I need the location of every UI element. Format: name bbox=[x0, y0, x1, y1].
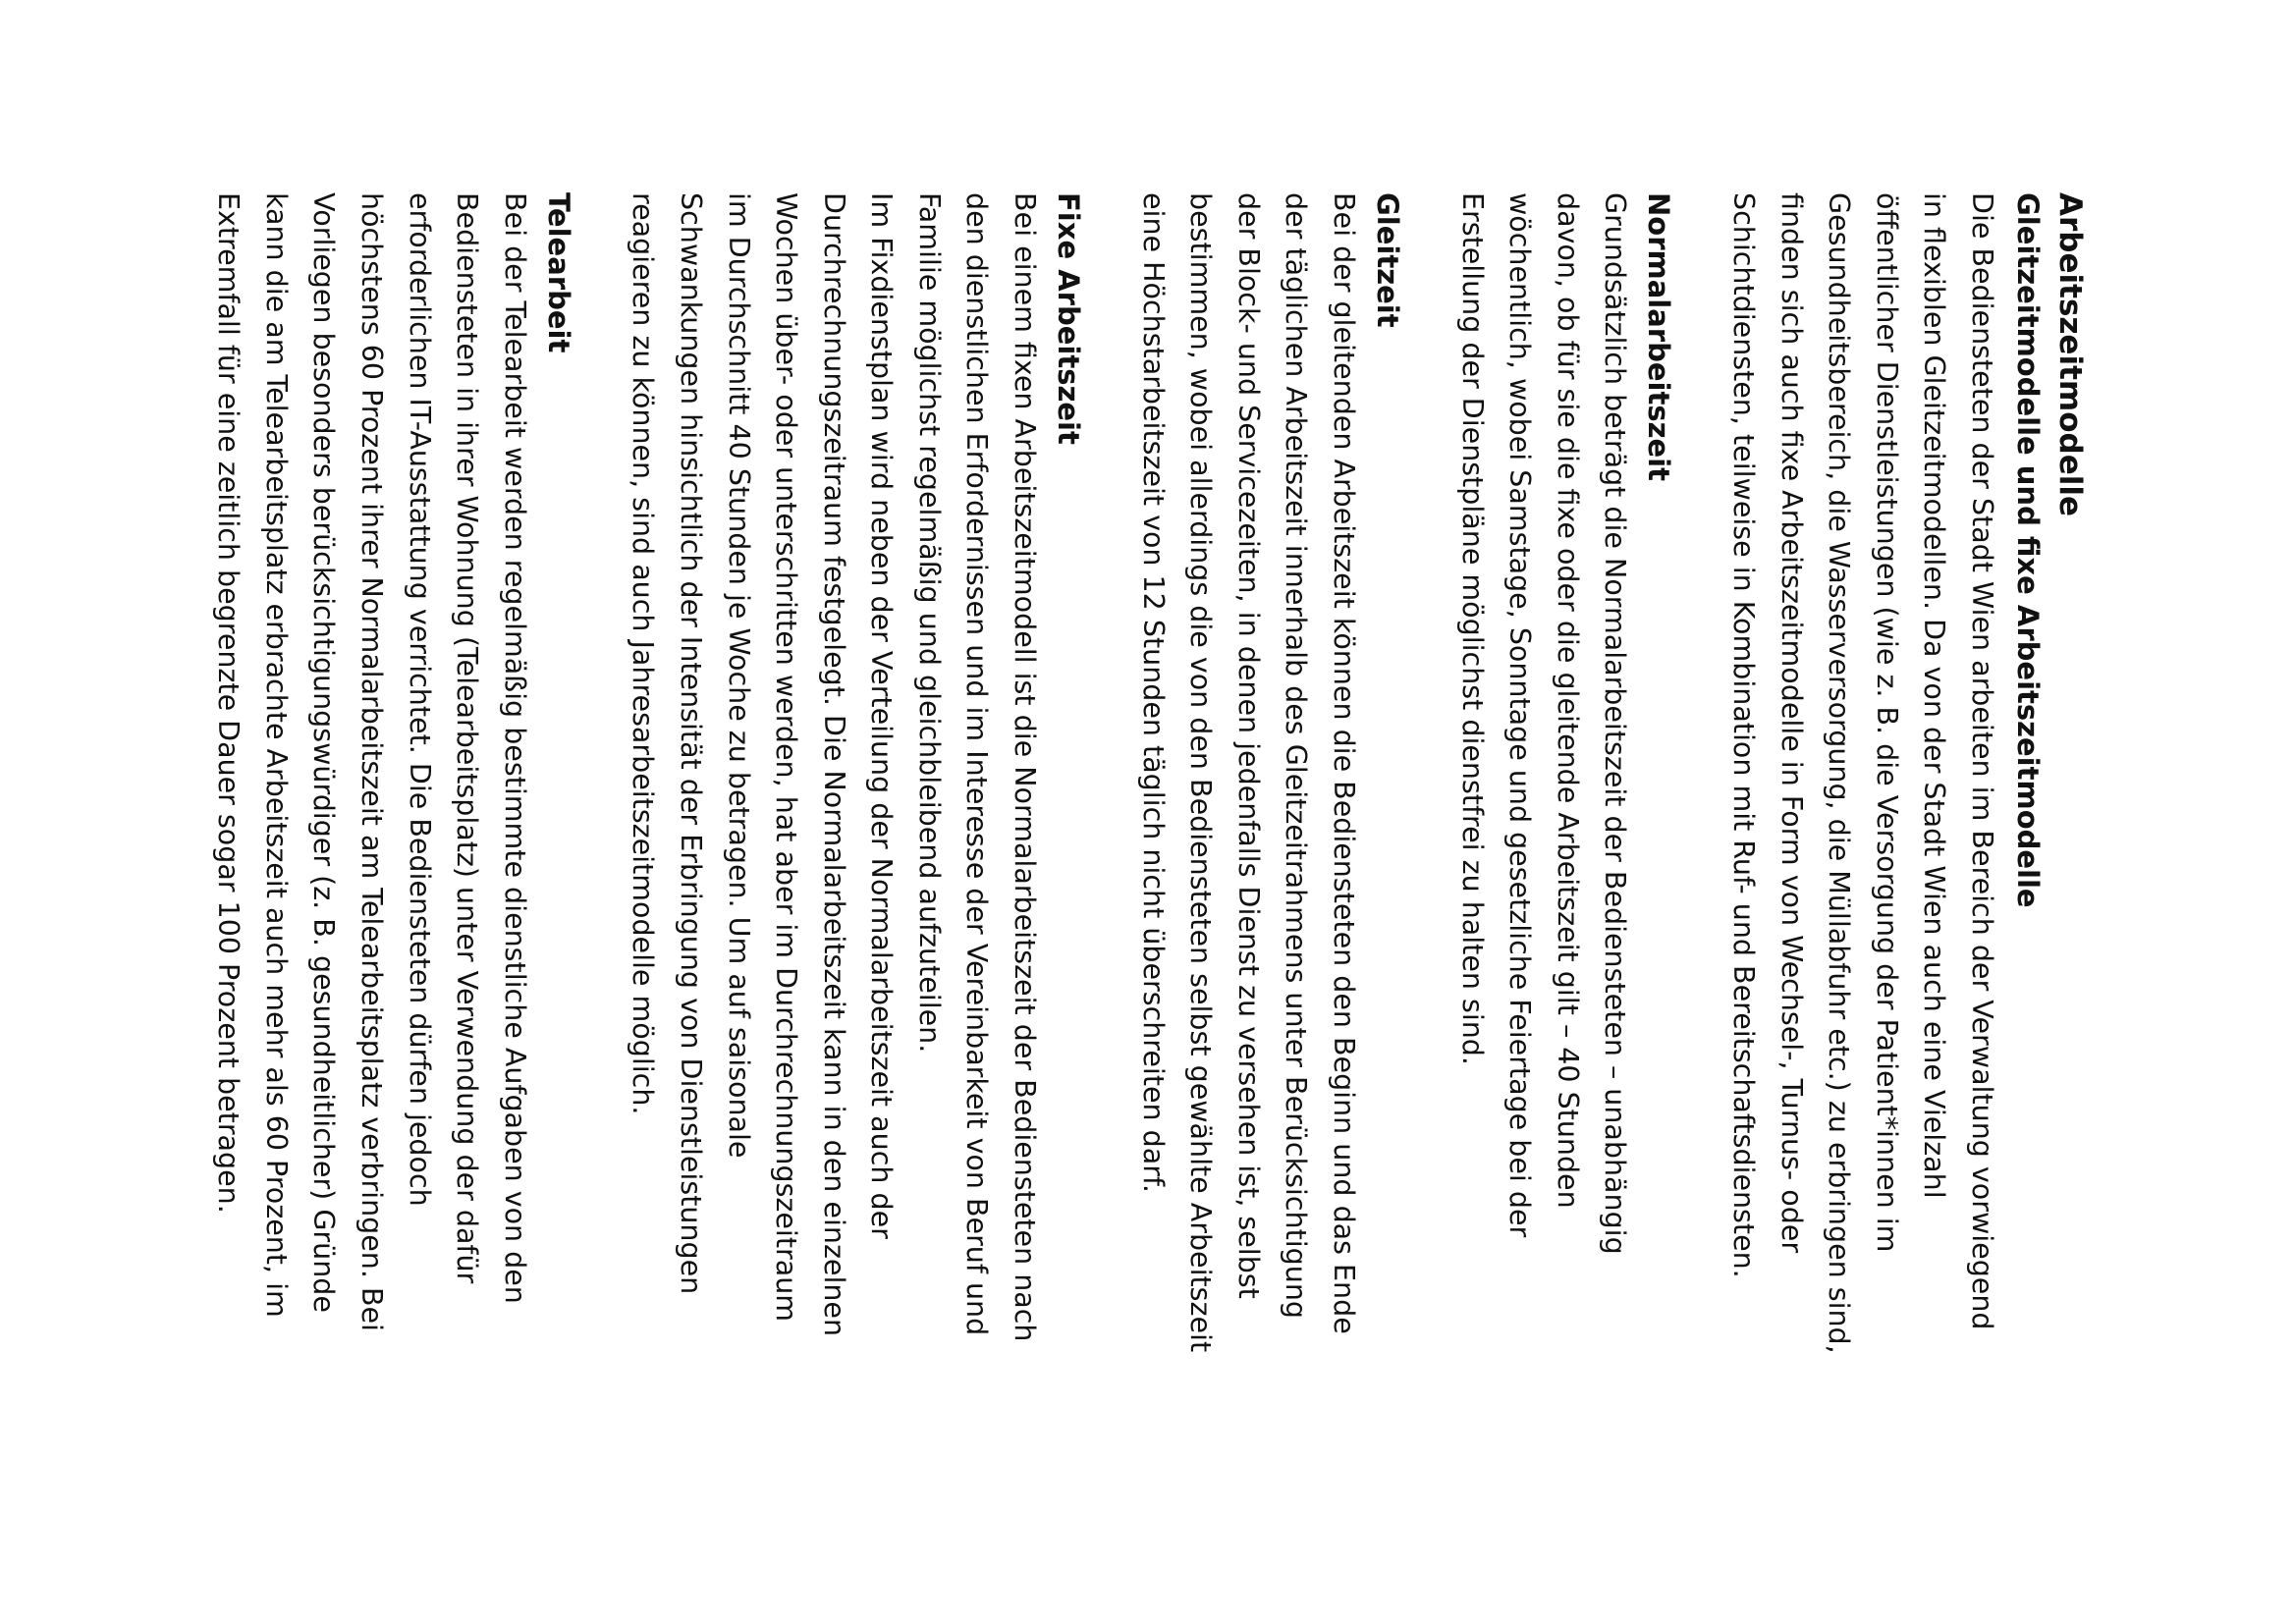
intro-paragraph: Die Bediensteten der Stadt Wien arbeiten im Bereich der Verwaltung vorwiegend in flexiblen Gleitzeitmodellen. Da von der Stadt Wien auch eine Vielzahl öffentlicher Dienstleistungen (wie z. B. die Versorgung der Patient*innen im Gesundheitsbereich, die Wasserversorgung, die Müllabfuhr etc.) zu erbringen sind, finden sich auch fixe Arbeitszeitmodelle in Form von Wechsel-, Turnus- oder Schichtdiensten, teilweise in Kombination mit Ruf- und Bereitschaftsdiensten. bbox=[1727, 192, 1998, 1354]
document-title: Arbeitszeitmodelle bbox=[2052, 192, 2088, 516]
section-heading-normalarbeitszeit: Normalarbeitszeit bbox=[1642, 192, 1676, 481]
section-heading-gleitzeit: Gleitzeit bbox=[1371, 192, 1405, 328]
section-text-fixe-arbeitszeit: Bei einem fixen Arbeitszeitmodell ist die Normalarbeitszeit der Bediensteten nach den dienstlichen Erfordernissen und im Interesse der Vereinbarkeit von Beruf und Familie möglichst regelmäßig und gleichbleibend aufzuteilen. Im Fixdienstplan wird neben der Verteilung der Normalarbeitszeit auch der Durchrechnungszeitraum festgelegt. Die Normalarbeitszeit kann in den einzelnen Wochen über- oder unterschritten werden, hat aber im Durchrechnungszeitraum im Durchschnitt 40 Stunden je Woche zu betragen. Um auf saisonale Schwankungen hinsichtlich der Intensität der Erbringung von Dienstleistungen reagieren zu können, sind auch Jahresarbeitszeitmodelle möglich. bbox=[627, 192, 1042, 1342]
section-heading-fixe-arbeitszeit: Fixe Arbeitszeit bbox=[1052, 192, 1086, 445]
document-subtitle: Gleitzeitmodelle und fixe Arbeitszeitmodelle bbox=[2011, 192, 2045, 908]
section-text-normalarbeitszeit: Grundsätzlich beträgt die Normalarbeitszeit der Bediensteten – unabhängig davon, ob für sie die fixe oder die gleitende Arbeitszeit gilt – 40 Stunden wöchentlich, wobei Samstage, Sonntage und gesetzliche Feiertage bei der Erstellung der Dienstpläne möglichst dienstfrei zu halten sind. bbox=[1455, 192, 1632, 1255]
document-page bbox=[167, 192, 2092, 1479]
section-heading-telearbeit: Telearbeit bbox=[541, 192, 575, 353]
section-text-gleitzeit: Bei der gleitenden Arbeitszeit können die Bediensteten den Beginn und das Ende der täglichen Arbeitszeit innerhalb des Gleitzeitrahmens unter Berücksichtigung der Block- und Servicezeiten, in denen jedenfalls Dienst zu versehen ist, selbst bestimmen, wobei allerdings die von den Bediensteten selbst gewählte Arbeitszeit eine Höchstarbeitszeit von 12 Stunden täglich nicht überschreiten darf. bbox=[1136, 192, 1361, 1353]
section-text-telearbeit: Bei der Telearbeit werden regelmäßig bestimmte dienstliche Aufgaben von den Bediensteten in ihrer Wohnung (Telearbeitsplatz) unter Verwendung der dafür erforderlichen IT-Ausstattung verrichtet. Die Bediensteten dürfen jedoch höchstens 60 Prozent ihrer Normalarbeitszeit am Telearbeitsplatz verbringen. Bei Vorliegen besonders berücksichtigungswürdiger (z. B. gesundheitlicher) Gründe kann die am Telearbeitsplatz erbrachte Arbeitszeit auch mehr als 60 Prozent, im Extremfall für eine zeitlich begrenzte Dauer sogar 100 Prozent betragen. bbox=[212, 192, 531, 1331]
